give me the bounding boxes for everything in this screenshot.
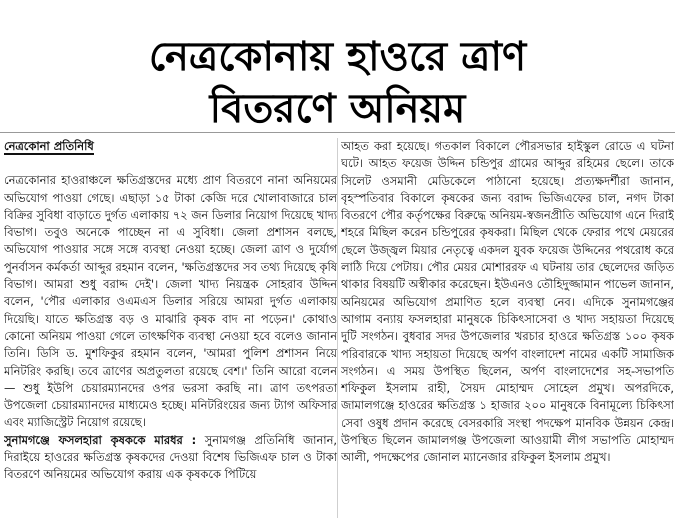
right-column — [341, 138, 674, 523]
left-paragraph: নেত্রকোনার হাওরাঞ্চলে ক্ষতিগ্রস্তদের মধ্যে প্রাণ বিতরণে নানা অনিয়মের অভিযোগ পাওয়া গেছে। এছাড়া ১৫ টাকা কেজি দরে খোলাবাজারে চাল বিক্রির সুবিধা বাড়াতে দুর্গত এলাকায় ৭২ জন ডিলার নিয়োগ দিয়েছে খাদ্য বিভাগ। তবুও অনেকে পাচ্ছেন না এ সুবিধা। জেলা প্রশাসন বলছে, অভিযোগ পাওয়ার সঙ্গে সঙ্গে ব্যবস্থা নেওয়া হচ্ছে। জেলা ত্রাণ ও দুর্যোগ পুনর্বাসন কর্মকর্তা আব্দুর রহমান বলেন, 'ক্ষতিগ্রস্তদের সব তথ্য দিয়েছে কৃষি বিভাগ। আমরা শুধু বরাদ্দ দেই'। জেলা খাদ্য নিয়ন্ত্রক সোহরাব উদ্দিন বলেন, 'পৌর এলাকার ওএমএস ডিলার সরিয়ে আমরা দুর্গত এলাকায় দিয়েছি। যাতে ক্ষতিগ্রস্ত বড় ও মাঝারি কৃষক বাদ না পড়েন।' কোথাও কোনো অনিয়ম পাওয়া গেলে তাৎক্ষণিক ব্যবস্থা নেওয়া হবে বলেও জানান তিনি। ডিসি ড. মুশফিকুর রহমান বলেন, 'আমরা পুলিশ প্রশাসন নিয়ে মনিটরিং করছি। তবে ত্রাণের অপ্রতুলতা রয়েছে বেশ।' তিনি আরো বলেন— শুধু ইউপি চেয়ারম্যানদের ওপর ভরসা করছি না। ত্রাণ তৎপরতা উপজেলা চেয়ারম্যানদের মাধ্যমেও হচ্ছে। মনিটরিংয়ের জন্য ট্যাগ অফিসার এবং ম্যাজিস্ট্রেট নিয়োগ রয়েছে। — [4, 173, 337, 430]
byline — [4, 138, 337, 155]
headline-rule — [0, 132, 675, 133]
sub-section — [4, 432, 337, 484]
headline — [0, 31, 675, 135]
sub-heading: সুনামগঞ্জে ফসলহারা কৃষককে মারধর : — [4, 432, 197, 447]
byline-text: নেত্রকোনা প্রতিনিধি — [4, 139, 94, 153]
headline-line-1: নেত্রকোনায় হাওরে ত্রাণ — [148, 34, 527, 81]
left-column — [4, 138, 337, 523]
right-paragraph: আহত করা হয়েছে। গতকাল বিকালে পৌরসভার হাইস্কুল রোডে এ ঘটনা ঘটে। আহত ফয়েজ উদ্দিন চন্ডিপুর গ্রামের আব্দুর রহিমের ছেলে। তাকে সিলেট ওসমানী মেডিকেলে পাঠানো হয়েছে। প্রত্যক্ষদর্শীরা জানান, বৃহস্পতিবার বিকালে কৃষকের জন্য বরাদ্দ ভিজিএফের চাল, নগদ টাকা বিতরণে পৌর কর্তৃপক্ষের বিরুদ্ধে অনিয়ম-স্বজনপ্রীতি অভিযোগ এনে দিরাই শহরে মিছিল করেন চন্ডিপুরের কৃষকরা। মিছিল থেকে ফেরার পথে মেয়রের ছেলে উজ্জ্বল মিয়ার নেতৃত্বে একদল যুবক ফয়েজ উদ্দিনের পথরোধ করে লাঠি দিয়ে পেটায়। পৌর মেয়র মোশাররফ এ ঘটনায় তার ছেলেদের জড়িত থাকার বিষয়টি অস্বীকার করেছেন। ইউএনও তৌহিদুজ্জামান পাভেল জানান, অনিয়মের অভিযোগ প্রমাণিত হলে ব্যবস্থা নেব। এদিকে সুনামগঞ্জের আগাম বন্যায় ফসলহারা মানুষকে চিকিৎসাসেবা ও খাদ্য সহায়তা দিয়েছে দুটি সংগঠন। বুধবার সদর উপজেলার খরচার হাওরে ক্ষতিগ্রস্ত ১০০ কৃষক পরিবারকে খাদ্য সহায়তা দিয়েছে অর্পণ বাংলাদেশ নামের একটি সামাজিক সংগঠন। এ সময় উপস্থিত ছিলেন, অর্পণ বাংলাদেশের সহ-সভাপতি শফিকুল ইসলাম রাহী, সৈয়দ মোহাম্মদ সোহেল প্রমুখ। অপরদিকে, জামালগঞ্জে হাওরের ক্ষতিগ্রস্ত ১ হাজার ২০০ মানুষকে বিনামূল্যে চিকিৎসা সেবা ওষুধ প্রদান করেছে বেসরকারি সংস্থা পদক্ষেপ মানবিক উন্নয়ন কেন্দ্র। উপস্থিত ছিলেন জামালগঞ্জ উপজেলা আওয়ামী লীগ সভাপতি মোহাম্মদ আলী, পদক্ষেপের জোনাল ম্যানেজার রফিকুল ইসলাম প্রমুখ। — [341, 139, 674, 465]
headline-line-2: বিতরণে অনিয়ম — [209, 86, 466, 133]
column-divider — [337, 138, 338, 518]
sub-paragraph: সুনামগঞ্জ প্রতিনিধি জানান, দিরাইয়ে হাওরের ক্ষতিগ্রস্ত কৃষকদের দেওয়া বিশেষ ভিজিএফ চাল ও টাকা বিতরণে অনিয়মের অভিযোগ করায় এক কৃষককে পিটিয়ে — [4, 432, 337, 482]
